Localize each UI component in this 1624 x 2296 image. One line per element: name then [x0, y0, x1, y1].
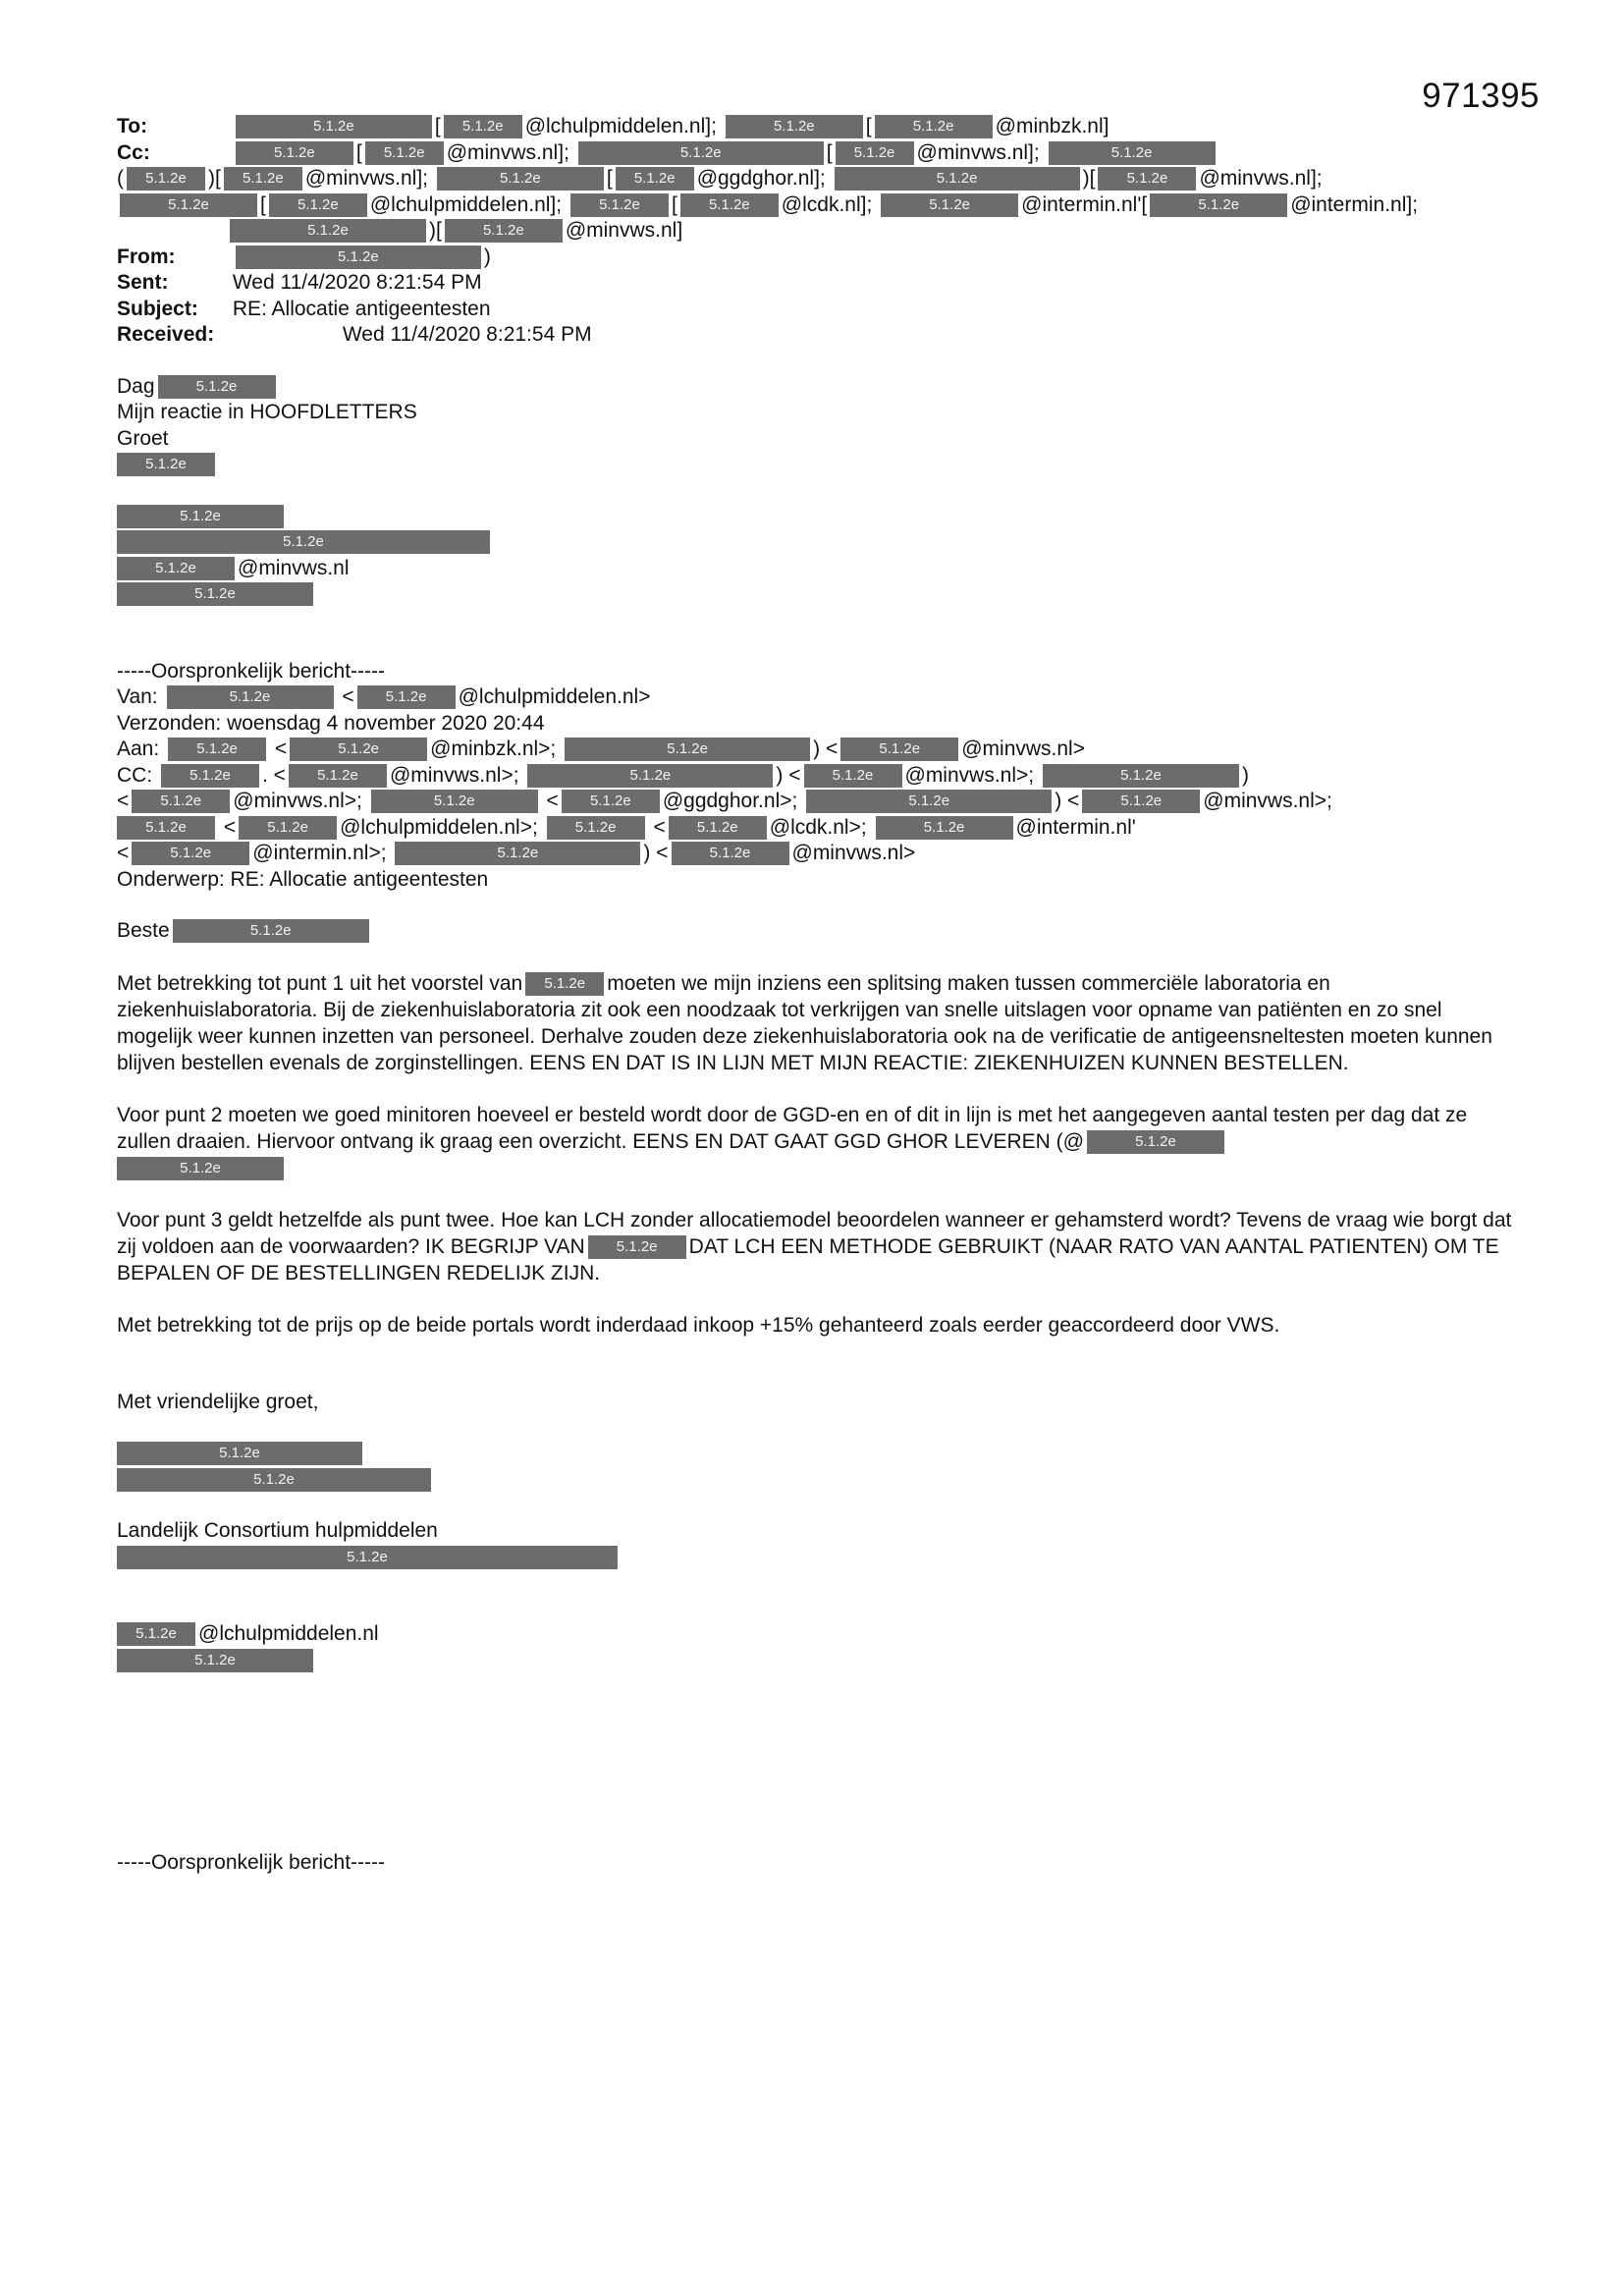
redaction-box: 5.1.2e	[117, 1442, 362, 1465]
redaction-box: 5.1.2e	[726, 115, 863, 138]
redaction-box: 5.1.2e	[395, 842, 640, 865]
redaction-box: 5.1.2e	[117, 1157, 284, 1180]
original-aan: Aan: 5.1.2e < 5.1.2e @minbzk.nl>; 5.1.2e ) < 5.1.2e @minvws.nl>	[117, 738, 1085, 760]
redaction-box: 5.1.2e	[117, 530, 490, 554]
redaction-box: 5.1.2e	[117, 453, 215, 476]
redaction-box: 5.1.2e	[117, 816, 215, 840]
email-domain: @minvws.nl];	[1199, 167, 1323, 190]
redaction-box: 5.1.2e	[1082, 790, 1200, 813]
redaction-box: 5.1.2e	[881, 193, 1018, 217]
original-cc-cont-1: < 5.1.2e @minvws.nl>; 5.1.2e < 5.1.2e @ggdghor.nl>; 5.1.2e ) < 5.1.2e @minvws.nl>;	[117, 790, 1332, 812]
original-van: Van: 5.1.2e < 5.1.2e @lchulpmiddelen.nl>	[117, 685, 651, 708]
email-domain: @minvws.nl>;	[1203, 790, 1332, 812]
redaction-box: 5.1.2e	[445, 219, 563, 243]
redaction-box: 5.1.2e	[167, 685, 334, 709]
redaction-box: 5.1.2e	[835, 167, 1080, 191]
spacer	[117, 349, 1521, 374]
footer-marker: -----Oorspronkelijk bericht-----	[117, 1851, 386, 1874]
redaction-box: 5.1.2e	[804, 764, 902, 788]
paragraph-text: Met betrekking tot punt 1 uit het voorstel van	[117, 971, 523, 995]
header-cc-cont-1: ( 5.1.2e )[ 5.1.2e @minvws.nl]; 5.1.2e [ 5.1.2e @ggdghor.nl]; 5.1.2e )[ 5.1.2e @minvws.nl];	[117, 167, 1323, 190]
spacer	[117, 1286, 1521, 1312]
email-domain: @lchulpmiddelen.nl	[198, 1622, 379, 1645]
redaction-box: 5.1.2e	[1098, 167, 1196, 191]
sent-label: Sent:	[117, 271, 169, 294]
spacer	[117, 1673, 1521, 1850]
redaction-box: 5.1.2e	[1049, 141, 1216, 165]
paragraph-text: moeten we mijn inziens een splitsing maken tussen commerciële laboratoria en ziekenhuislaboratoria. Bij de ziekenhuislaboratoria zit ook een noodzaak tot verkrijgen van snelle uitslagen voor opname van patiënten en zo snel mogelijk weer kunnen inzetten van personeel. Derhalve zouden deze ziekenhuislaboratoria ook na de verificatie de antigeensneltesten moeten kunnen blijven bestellen evenals de zorginstellingen. EENS EN DAT IS IN LIJN MET MIJN REACTIE: ZIEKENHUIZEN KUNNEN BESTELLEN.	[117, 971, 1492, 1074]
received-value: Wed 11/4/2020 8:21:54 PM	[342, 323, 592, 346]
redaction-box: 5.1.2e	[875, 115, 993, 138]
email-domain: @minvws.nl>;	[233, 790, 362, 812]
redaction-box: 5.1.2e	[565, 738, 810, 761]
redaction-box: 5.1.2e	[230, 219, 426, 243]
email-domain: @minvws.nl];	[916, 140, 1040, 164]
closing-text: Met vriendelijke groet,	[117, 1390, 319, 1413]
spacer	[117, 945, 1521, 970]
email-domain: @ggdghor.nl];	[696, 167, 826, 190]
reply-line-1: Mijn reactie in HOOFDLETTERS	[117, 401, 417, 423]
sent-value: Wed 11/4/2020 8:21:54 PM	[232, 271, 482, 294]
email-domain: @minvws.nl>;	[904, 763, 1035, 787]
spacer	[117, 1181, 1521, 1207]
email-domain: @intermin.nl];	[1290, 192, 1419, 216]
spacer	[117, 478, 1521, 504]
email-domain: @intermin.nl>;	[252, 842, 387, 864]
reply-signature-block	[117, 504, 1521, 530]
redaction-box: 5.1.2e	[876, 816, 1013, 840]
redaction-box: 5.1.2e	[236, 246, 481, 269]
redaction-box: 5.1.2e	[239, 816, 337, 840]
from-label: From:	[117, 245, 176, 268]
redaction-box: 5.1.2e	[616, 167, 694, 191]
spacer	[117, 1570, 1521, 1621]
redaction-box: 5.1.2e	[562, 790, 660, 813]
email-domain: @lcdk.nl>;	[769, 815, 867, 839]
signature-email	[117, 1621, 1521, 1648]
signature-title	[117, 1467, 1521, 1494]
redaction-box: 5.1.2e	[365, 141, 444, 165]
redaction-box: 5.1.2e	[161, 764, 259, 788]
redaction-box: 5.1.2e	[672, 842, 789, 865]
email-domain: @minvws.nl>	[791, 842, 916, 864]
redaction-box: 5.1.2e	[117, 1546, 618, 1569]
redaction-box: 5.1.2e	[836, 141, 914, 165]
header-from: From: 5.1.2e )	[117, 245, 1521, 271]
original-cc: CC: 5.1.2e . < 5.1.2e @minvws.nl>; 5.1.2e ) < 5.1.2e @minvws.nl>; 5.1.2e )	[117, 763, 1249, 787]
email-domain: @minvws.nl];	[446, 140, 569, 164]
redaction-box: 5.1.2e	[1150, 193, 1287, 217]
header-cc: Cc: 5.1.2e [ 5.1.2e @minvws.nl]; 5.1.2e [ 5.1.2e @minvws.nl]; 5.1.2e	[117, 140, 1521, 167]
document-number: 971395	[1422, 77, 1540, 115]
redaction-box: 5.1.2e	[158, 375, 276, 399]
original-cc-cont-2: 5.1.2e < 5.1.2e @lchulpmiddelen.nl>; 5.1.2e < 5.1.2e @lcdk.nl>; 5.1.2e @intermin.nl'	[117, 815, 1521, 842]
redaction-box: 5.1.2e	[132, 842, 249, 865]
email-domain: @lchulpmiddelen.nl>;	[340, 815, 538, 839]
reply-signature-block	[117, 529, 1521, 556]
redaction-box: 5.1.2e	[120, 193, 257, 217]
paragraph-text: Voor punt 2 moeten we goed minitoren hoeveel er besteld wordt door de GGD-en en of dit in lijn is met het aangegeven aantal testen per dag dat ze zullen draaien. Hiervoor ontvang ik graag een overzicht. EENS EN DAT GAAT GGD GHOR LEVEREN (@	[117, 1103, 1468, 1153]
signature-address	[117, 1545, 1521, 1571]
cc-label: CC:	[117, 763, 153, 787]
redaction-box: 5.1.2e	[224, 167, 302, 191]
spacer	[117, 1415, 1521, 1441]
redaction-box: 5.1.2e	[117, 1622, 195, 1646]
redaction-box: 5.1.2e	[371, 790, 538, 813]
email-domain: @ggdghor.nl>;	[662, 790, 798, 812]
redaction-box: 5.1.2e	[547, 816, 645, 840]
email-domain: @minvws.nl];	[304, 167, 428, 190]
redaction-box: 5.1.2e	[236, 141, 353, 165]
reply-signature-name	[117, 452, 1521, 478]
reply-greeting	[117, 374, 1521, 401]
subject-label: Subject:	[117, 297, 198, 320]
paragraph-punt-1	[117, 970, 1521, 1076]
redaction-box: 5.1.2e	[680, 193, 779, 217]
header-received	[117, 322, 1521, 349]
paragraph-punt-3	[117, 1207, 1521, 1286]
spacer	[117, 1076, 1521, 1102]
redaction-box: 5.1.2e	[127, 167, 205, 191]
original-verzonden: Verzonden: woensdag 4 november 2020 20:44	[117, 711, 545, 735]
header-cc-cont-3: 5.1.2e )[ 5.1.2e @minvws.nl]	[117, 218, 1521, 245]
redaction-box: 5.1.2e	[117, 582, 313, 606]
email-domain: @minbzk.nl>;	[430, 738, 557, 760]
email-domain: @minvws.nl]	[565, 219, 683, 242]
redaction-box: 5.1.2e	[117, 505, 284, 528]
redaction-box: 5.1.2e	[444, 115, 522, 138]
redaction-box: 5.1.2e	[570, 193, 669, 217]
reply-signature-block	[117, 581, 1521, 608]
van-label: Van:	[117, 685, 158, 708]
email-domain: @intermin.nl'	[1015, 815, 1136, 839]
email-domain: @lcdk.nl];	[781, 192, 873, 216]
original-marker: -----Oorspronkelijk bericht-----	[117, 659, 386, 683]
header-subject	[117, 297, 1521, 323]
redaction-box: 5.1.2e	[357, 685, 456, 709]
email-domain: @minbzk.nl]	[995, 115, 1110, 137]
redaction-box: 5.1.2e	[117, 1468, 431, 1492]
redaction-box: 5.1.2e	[527, 764, 773, 788]
redaction-box: 5.1.2e	[578, 141, 824, 165]
original-salutation	[117, 918, 1521, 945]
redaction-box: 5.1.2e	[236, 115, 432, 138]
redaction-box: 5.1.2e	[117, 557, 235, 580]
redaction-box: 5.1.2e	[117, 1649, 313, 1672]
redaction-box: 5.1.2e	[168, 738, 266, 761]
redaction-box: 5.1.2e	[588, 1235, 686, 1259]
redaction-box: 5.1.2e	[1043, 764, 1239, 788]
redaction-box: 5.1.2e	[269, 193, 367, 217]
signature-org: Landelijk Consortium hulpmiddelen	[117, 1519, 438, 1542]
original-cc-cont-3: < 5.1.2e @intermin.nl>; 5.1.2e ) < 5.1.2e @minvws.nl>	[117, 842, 916, 864]
header-to: To: 5.1.2e [ 5.1.2e @lchulpmiddelen.nl]; 5.1.2e [ 5.1.2e @minbzk.nl]	[117, 114, 1521, 140]
redaction-box: 5.1.2e	[669, 816, 767, 840]
redaction-box: 5.1.2e	[525, 972, 604, 996]
original-onderwerp: Onderwerp: RE: Allocatie antigeentesten	[117, 867, 489, 891]
paragraph-prijs: Met betrekking tot de prijs op de beide portals wordt inderdaad inkoop +15% gehanteerd zoals eerder geaccordeerd door VWS.	[117, 1313, 1280, 1337]
email-domain: @lchulpmiddelen.nl];	[524, 115, 717, 137]
spacer	[117, 1339, 1521, 1390]
redaction-box: 5.1.2e	[840, 738, 958, 761]
redaction-box: 5.1.2e	[806, 790, 1052, 813]
reply-line-2: Groet	[117, 426, 169, 450]
email-domain: @lchulpmiddelen.nl];	[369, 192, 563, 216]
spacer	[117, 608, 1521, 659]
redaction-box: 5.1.2e	[289, 764, 387, 788]
redaction-box: 5.1.2e	[437, 167, 604, 191]
subject-value: RE: Allocatie antigeentesten	[232, 297, 491, 320]
email-domain: @minvws.nl>;	[389, 763, 519, 787]
aan-label: Aan:	[117, 738, 160, 760]
email-domain: @minvws.nl	[238, 556, 350, 579]
spacer	[117, 893, 1521, 918]
paragraph-text: Voor punt 3 geldt hetzelfde als punt twee. Hoe kan LCH zonder allocatiemodel beoordelen wanneer er gehamsterd wordt? Tevens de vraag wie borgt dat zij voldoen aan de voorwaarden? IK BEGRIJP VAN	[117, 1208, 1512, 1258]
email-domain: @intermin.nl'[	[1021, 192, 1148, 216]
cc-label: Cc:	[117, 140, 150, 164]
received-label: Received:	[117, 323, 215, 346]
paragraph-text: DAT LCH EEN METHODE GEBRUIKT (NAAR RATO VAN AANTAL PATIENTEN) OM TE BEPALEN OF DE BESTELLINGEN REDELIJK ZIJN.	[117, 1234, 1499, 1285]
redaction-box: 5.1.2e	[173, 919, 369, 943]
redaction-box: 5.1.2e	[290, 738, 427, 761]
spacer	[117, 1493, 1521, 1518]
email-content	[117, 114, 1521, 1877]
salutation-text: Beste	[117, 919, 170, 942]
reply-signature-email	[117, 556, 1521, 582]
signature-phone	[117, 1648, 1521, 1674]
header-cc-cont-2: 5.1.2e [ 5.1.2e @lchulpmiddelen.nl]; 5.1.2e [ 5.1.2e @lcdk.nl]; 5.1.2e @intermin.nl'[ 5.1.2e @intermin.nl];	[117, 192, 1521, 219]
email-domain: @minvws.nl>	[961, 738, 1085, 760]
redaction-box: 5.1.2e	[132, 790, 230, 813]
signature-name	[117, 1441, 1521, 1467]
greeting-text: Dag	[117, 374, 155, 398]
email-domain: @lchulpmiddelen.nl>	[458, 685, 651, 708]
header-sent	[117, 270, 1521, 297]
redaction-box: 5.1.2e	[1087, 1130, 1224, 1154]
to-label: To:	[117, 115, 148, 137]
paragraph-punt-2	[117, 1102, 1521, 1181]
